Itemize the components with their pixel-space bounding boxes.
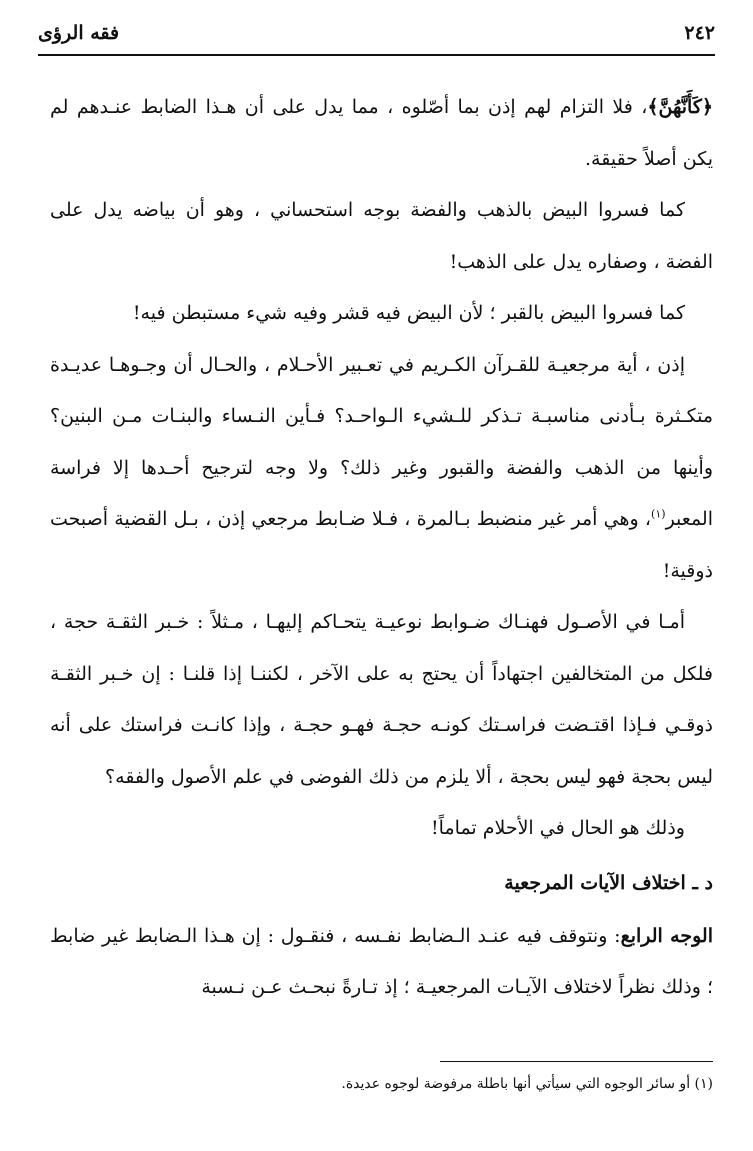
paragraph-1-text: ، فلا التزام لهم إذن بما أصّلوه ، مما يدل على أن هـذا الضابط عنـدهم لم يكن أصلاً حقيقة. — [50, 96, 713, 170]
paragraph-4-text-end: ، وهي أمر غير منضبط بـالمرة ، فـلا ضـابط مرجعي إذن ، بـل القضية أصبحت ذوقية! — [50, 508, 713, 582]
paragraph-7 — [50, 911, 713, 1014]
footnote-ref: (١) — [651, 507, 666, 521]
page-header — [38, 18, 715, 48]
paragraph-7-lead: الوجه الرابع — [620, 924, 713, 947]
page-body — [50, 82, 713, 1014]
quran-quote: ﴿كَأَنَّهُنَّ﴾ — [647, 96, 713, 118]
paragraph-3: كما فسروا البيض بالقبر ؛ لأن البيض فيه قشر وفيه شيء مستبطن فيه! — [132, 302, 685, 324]
paragraph-4-text: إذن ، أية مرجعيـة للقـرآن الكـريم في تعـبير الأحـلام ، والحـال أن وجـوهـا عديـدة متكـثرة بـأدنى مناسبـة تـذكر للـشيء الـواحـد؟ فـأين النـساء والبنـات مـن البنين؟ وأينها من الذهب والفضة والقبور وغير ذلك؟ ولا وجه لترجيح أحـدها إلا فراسة المعبر — [50, 353, 713, 530]
paragraph-2: كما فسروا البيض بالذهب والفضة بوجه استحساني ، وهو أن بياضه يدل على الفضة ، وصفاره يدل على الذهب! — [50, 199, 713, 273]
paragraph-7-text: : ونتوقف فيه عنـد الـضابط نفـسه ، فنقـول : إن هـذا الـضابط غير ضابط ؛ وذلك نظراً لاختلاف الآيـات المرجعيـة ؛ إذ تـارةً نبحـث عـن نـسبة — [50, 924, 713, 998]
paragraph-1 — [50, 82, 713, 185]
running-title: فقه الرؤى — [38, 22, 120, 44]
page-number: ٢٤٢ — [684, 22, 715, 44]
section-heading: د ـ اختلاف الآيات المرجعية — [504, 871, 713, 894]
paragraph-6: وذلك هو الحال في الأحلام تماماً! — [431, 817, 685, 839]
header-divider — [38, 54, 715, 56]
paragraph-5: أمـا في الأصـول فهنـاك ضـوابط نوعيـة يتحـاكم إليهـا ، مـثلاً : خـبر الثقـة حجة ، فلكل من المتخالفين اجتهاداً أن يحتج به على الآخر ، لكننـا إذا قلنـا : إن خـبر الثقـة ذوقـي فـإذا اقتـضت فراسـتك كونـه حجـة فهـو حجـة ، وإذا كانـت فراستك على أنه ليس بحجة فهو ليس بحجة ، ألا يلزم من ذلك الفوضى في علم الأصول والفقه؟ — [50, 611, 713, 788]
footnote: (١) أو سائر الوجوه التي سيأتي أنها باطلة مرفوضة لوجوه عديدة. — [341, 1076, 713, 1092]
paragraph-4 — [50, 340, 713, 598]
footnote-divider — [440, 1061, 713, 1062]
